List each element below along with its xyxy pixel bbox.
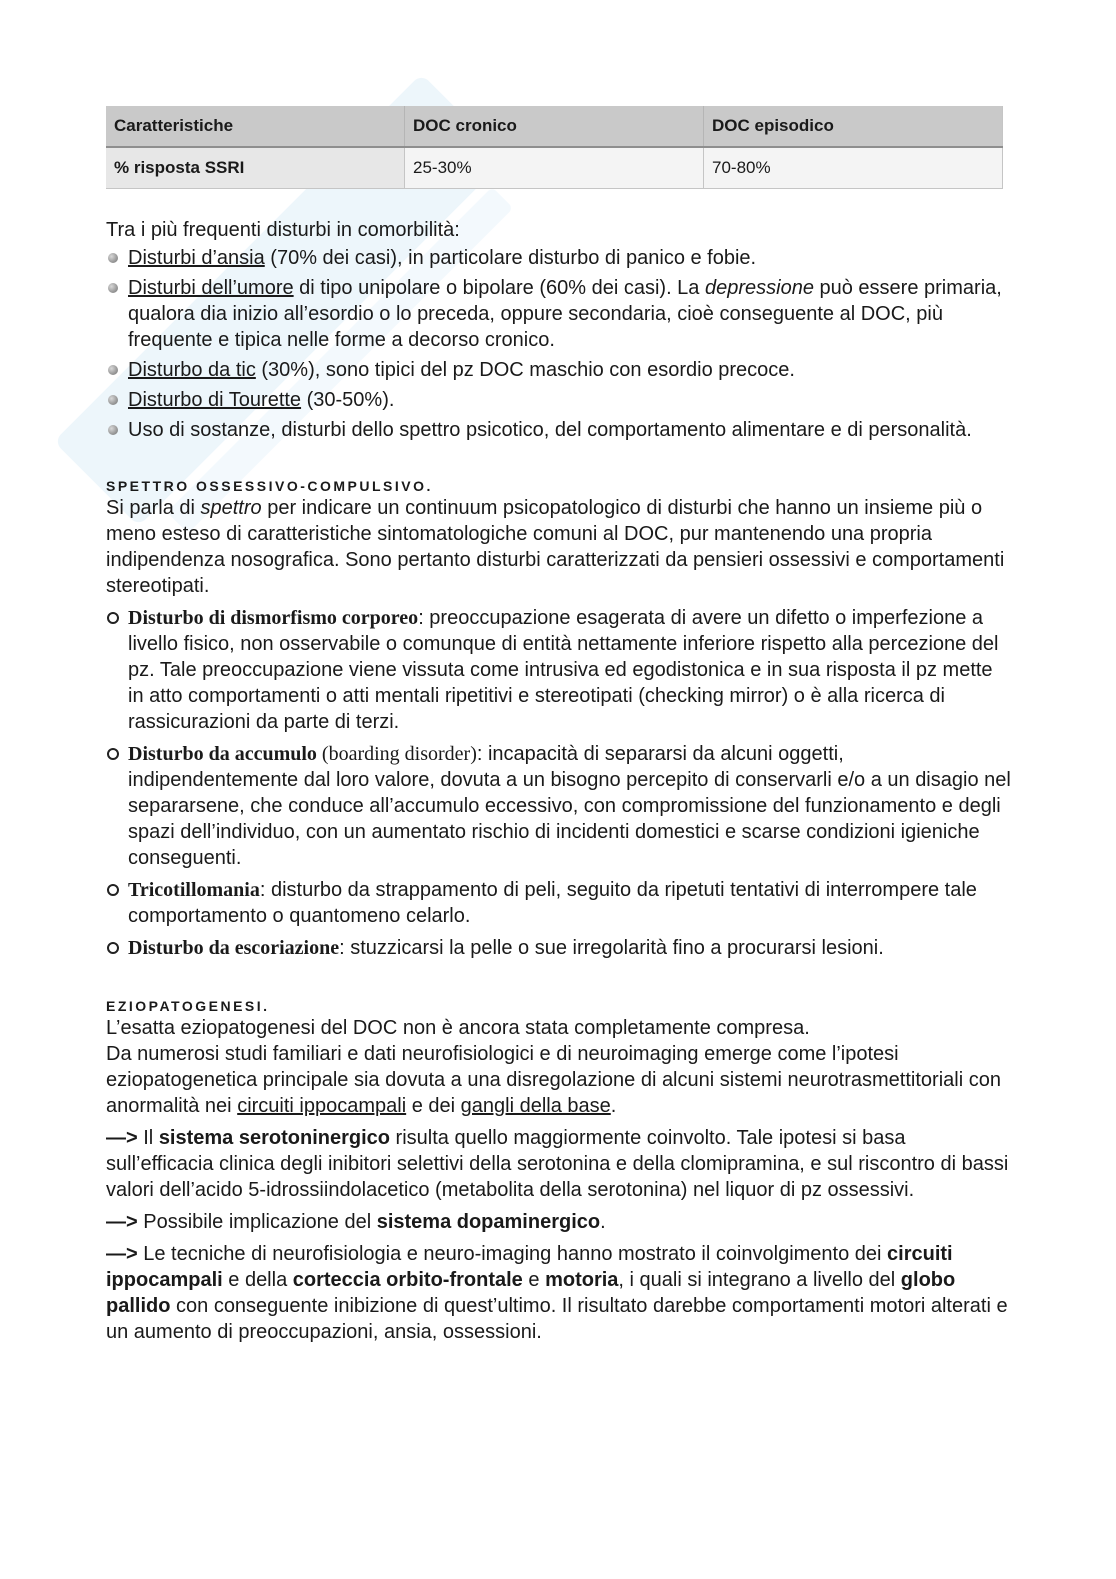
table-header-row [106,106,1003,147]
paragraph-text: Si parla di [106,497,201,519]
link-gangli-base[interactable]: gangli della base [460,1095,611,1117]
term-label: Tricotillomania [128,879,260,901]
term-note: (boarding disorder) [316,743,477,765]
bold-text: globo pallido [106,1269,956,1317]
list-item [106,741,1012,871]
comparison-table [106,106,1003,189]
paragraph-text: risulta quello maggiormente coinvolto. Tale ipotesi si basa sull’efficacia clinica degli inibitori selettivi della serotonina e della clomipramina, e sul riscontro di bassi valori dell’acido 5-idrossiindolacetico (metabolita della serotonina) nel liquor di pz ossessivi. [106,1127,1009,1201]
paragraph-text: con conseguente inibizione di quest’ultimo. Il risultato darebbe comportamenti motori alterati e un aumento di preoccupazioni, ansia, ossessioni. [106,1295,1008,1343]
bullet-icon [108,365,118,375]
list-item [106,877,1012,929]
spectrum-paragraph [106,495,1012,599]
list-item [106,245,1012,271]
table-header-cell: DOC episodico [704,106,1003,147]
list-item [106,387,1012,413]
etiology-point-serotonin [106,1125,1012,1203]
paragraph-text: Le tecniche di neurofisiologia e neuro-imaging hanno mostrato il coinvolgimento dei [137,1243,888,1265]
etiology-point-dopamine [106,1209,1012,1235]
list-item [106,935,1012,961]
table-cell: 70-80% [704,147,1003,189]
bullet-icon [108,253,118,263]
link-circuiti-ippocampali[interactable]: circuiti ippocampali [237,1095,407,1117]
circle-bullet-icon [107,942,119,954]
list-item-text: può essere primaria, qualora dia inizio all’esordio o lo preceda, oppure secondaria, cioè conseguente al DOC, più frequente e tipica nelle forme a decorso cronico. [128,277,1002,351]
section-heading-spectrum: SPETTRO OSSESSIVO-COMPULSIVO. [106,478,433,494]
etiology-point-circuits [106,1241,1012,1345]
comorbidity-list [106,245,1012,443]
emphasis-text: spettro [200,497,262,519]
bold-text: corteccia orbito-frontale [292,1269,523,1291]
list-item-text: : preoccupazione esagerata di avere un difetto o imperfezione a livello fisico, non osservabile o comunque di entità nettamente inferiore rispetto alla percezione del pz. Tale preoccupazione viene vissuta come intrusiva ed egodistonica e in sua risposta il pz mette in atto comportamenti o atti mentali ripetitivi e stereotipati (checking mirror) o è alla ricerca di rassicurazioni da parte di terzi. [128,607,999,733]
list-item [106,357,1012,383]
paragraph-text: Da numerosi studi familiari e dati neurofisiologici e di neuroimaging emerge come l’ipotesi eziopatogenetica principale sia dovuta a una disregolazione di alcuni sistemi neurotrasmettitoriali con anormalità nei [106,1043,1001,1117]
page-content [106,106,1012,1345]
table-cell: 25-30% [405,147,704,189]
term-label: Disturbo da accumulo [128,743,317,765]
spectrum-list [106,605,1012,961]
paragraph-text: . [600,1211,606,1233]
bullet-icon [108,283,118,293]
emphasis-text: depressione [704,277,814,299]
circle-bullet-icon [107,612,119,624]
paragraph-text: , i quali si integrano a livello del [618,1269,901,1291]
list-item-text: (70% dei casi), in particolare disturbo di panico e fobie. [264,247,757,269]
bold-text: sistema dopaminergico [376,1211,601,1233]
list-item-text: (30%), sono tipici del pz DOC maschio con esordio precoce. [255,359,795,381]
list-item [106,417,1012,443]
list-item-text: : incapacità di separarsi da alcuni oggetti, indipendentemente dal loro valore, dovuta a un bisogno percepito di conservarli e/o a un disagio nel separarsene, che conduce all’accumulo eccessivo, con compromissione del funzionamento e degli spazi dell’individuo, con un aumentato rischio di incidenti domestici e scarse condizioni igieniche conseguenti. [128,743,1011,869]
term-label: Disturbo di dismorfismo corporeo [128,607,419,629]
bold-text: circuiti ippocampali [106,1243,953,1291]
list-item-text: : disturbo da strappamento di peli, seguito da ripetuti tentativi di interrompere tale comportamento o quantomeno celarlo. [128,879,977,927]
term-label: Disturbo da escoriazione [128,937,340,959]
link-disturbo-tic[interactable]: Disturbo da tic [128,359,256,381]
etiology-line-1: L’esatta eziopatogenesi del DOC non è ancora stata completamente compresa. [106,1017,810,1039]
table-header-cell: DOC cronico [405,106,704,147]
bullet-icon [108,395,118,405]
section-heading-etiology: EZIOPATOGENESI. [106,998,270,1014]
list-item [106,605,1012,735]
circle-bullet-icon [107,748,119,760]
table-row [106,147,1003,189]
paragraph-text: Possibile implicazione del [137,1211,377,1233]
arrow-icon: —> [106,1243,138,1265]
paragraph-text: e dei [406,1095,461,1117]
circle-bullet-icon [107,884,119,896]
list-item-text: : stuzzicarsi la pelle o sue irregolarità fino a procurarsi lesioni. [339,937,884,959]
arrow-icon: —> [106,1211,138,1233]
arrow-icon: —> [106,1127,138,1149]
etiology-line-2 [106,1041,1012,1119]
paragraph-text: e [522,1269,546,1291]
bullet-icon [108,425,118,435]
paragraph-text: . [610,1095,617,1117]
list-item-text: di tipo unipolare o bipolare (60% dei casi). La [293,277,705,299]
paragraph-text: per indicare un continuum psicopatologico di disturbi che hanno un insieme più o meno esteso di caratteristiche sintomatologiche comuni al DOC, pur mantenendo una propria indipendenza nosografica. Sono pertanto disturbi caratterizzati da pensieri ossessivi e comportamenti stereotipati. [106,497,1005,597]
list-item-text: (30-50%). [301,389,395,411]
link-disturbi-ansia[interactable]: Disturbi d’ansia [128,247,265,269]
bold-text: motoria [545,1269,619,1291]
table-cell: % risposta SSRI [106,147,405,189]
list-item-text: Uso di sostanze, disturbi dello spettro psicotico, del comportamento alimentare e di personalità. [128,419,972,441]
table-header-cell: Caratteristiche [106,106,405,147]
link-disturbo-tourette[interactable]: Disturbo di Tourette [128,389,302,411]
link-disturbi-umore[interactable]: Disturbi dell’umore [128,277,294,299]
list-item [106,275,1012,353]
bold-text: sistema serotoninergico [158,1127,390,1149]
paragraph-text: Il [137,1127,159,1149]
paragraph-text: e della [222,1269,293,1291]
comorbidity-intro: Tra i più frequenti disturbi in comorbilità: [106,219,460,241]
